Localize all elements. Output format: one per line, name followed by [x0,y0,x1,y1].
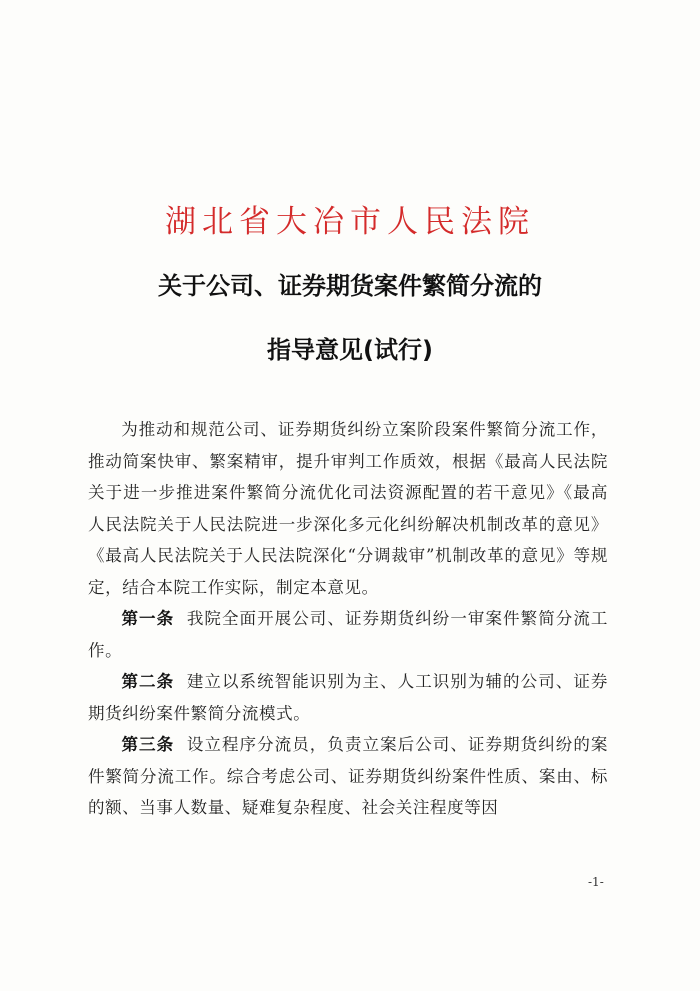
article-2-paragraph [88,666,608,729]
article-3-text: 设立程序分流员，负责立案后公司、证券期货纠纷的案件繁简分流工作。综合考虑公司、证券期货纠纷案件性质、案由、标的额、当事人数量、疑难复杂程度、社会关注程度等因 [88,735,608,817]
article-2-text: 建立以系统智能识别为主、人工识别为辅的公司、证券期货纠纷案件繁简分流模式。 [88,672,608,723]
intro-paragraph [88,414,608,603]
article-1-paragraph [88,603,608,666]
page-number: -1- [588,875,604,889]
article-1-label: 第一条 [121,609,175,628]
article-3-label: 第三条 [121,735,175,754]
article-2-label: 第二条 [121,672,175,691]
article-1-text: 我院全面开展公司、证券期货纠纷一审案件繁简分流工作。 [88,609,608,660]
document-title-line-1: 关于公司、证券期货案件繁简分流的 [158,272,542,300]
document-title-line-2: 指导意见(试行) [267,336,433,364]
article-3-paragraph [88,729,608,824]
intro-text: 为推动和规范公司、证券期货纠纷立案阶段案件繁简分流工作，推动简案快审、繁案精审，提升审判工作质效，根据《最高人民法院关于进一步推进案件繁简分流优化司法资源配置的若干意见》《最高人民法院关于人民法院进一步深化多元化纠纷解决机制改革的意见》《最高人民法院关于人民法院深化“分调裁审”机制改革的意见》等规定，结合本院工作实际，制定本意见。 [88,420,608,597]
court-name-header: 湖北省大冶市人民法院 [165,204,535,240]
